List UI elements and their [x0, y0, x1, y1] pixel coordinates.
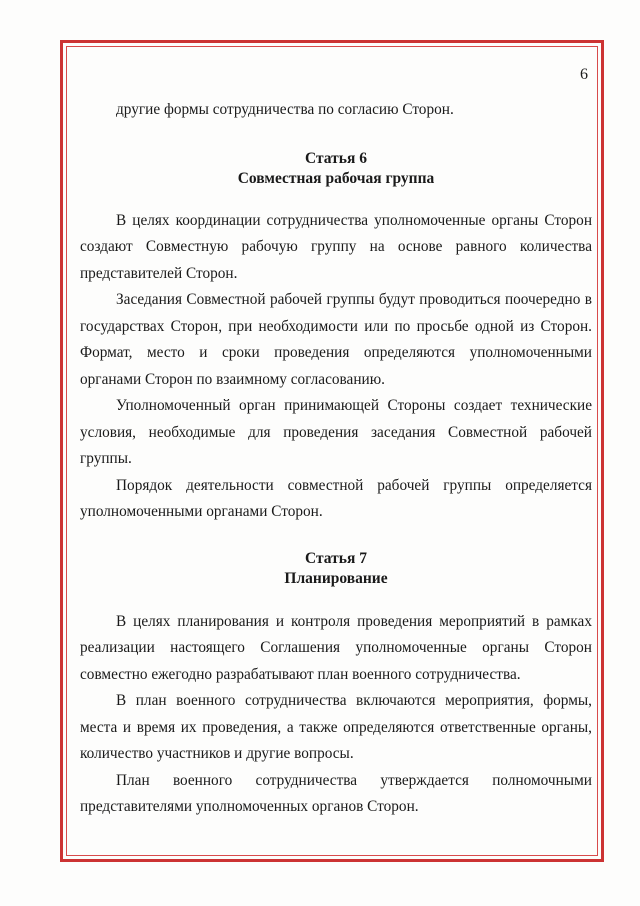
article-7-paragraph: В план военного сотрудничества включаются мероприятия, формы, места и время их проведения, а также определяются ответственные органы, количество участников и другие вопросы.: [80, 692, 592, 762]
word: План: [116, 771, 150, 789]
opening-line: другие формы сотрудничества по согласию Сторон.: [116, 101, 454, 118]
word: полномочными: [492, 771, 592, 789]
document-body: [80, 97, 592, 821]
article-7-last-paragraph-line: [80, 768, 592, 795]
article-6-paragraph: Уполномоченный орган принимающей Стороны создает технические условия, необходимые для проведения заседания Совместной рабочей группы.: [80, 397, 592, 467]
article-6-paragraph: Заседания Совместной рабочей группы будут проводиться поочередно в государствах Сторон, при необходимости или по просьбе одной из Сторон. Формат, место и сроки проведения определяются уполномоченными органами Сторон по взаимному согласованию.: [80, 291, 592, 388]
article-7-paragraph: В целях планирования и контроля проведения мероприятий в рамках реализации настоящего Соглашения уполномоченные органы Сторон совместно ежегодно разрабатывают план военного сотрудничества.: [80, 612, 592, 683]
article-7-heading: [80, 549, 592, 589]
article-7-title: Планирование: [284, 569, 388, 587]
article-6-paragraph: В целях координации сотрудничества уполномоченные органы Сторон создают Совместную рабочую группу на основе равного количества представителей Сторон.: [80, 211, 592, 282]
article-6-paragraph: Порядок деятельности совместной рабочей группы определяется уполномоченными органами Сторон.: [80, 476, 592, 520]
page-number: 6: [580, 66, 588, 83]
article-7-last-paragraph-tail: представителями уполномоченных органов Сторон.: [80, 798, 419, 815]
article-6-number: Статья 6: [305, 149, 367, 167]
word: военного: [172, 771, 233, 789]
word: утверждается: [380, 771, 469, 789]
article-6-title: Совместная рабочая группа: [237, 169, 435, 187]
article-6-heading: [80, 149, 592, 189]
word: сотрудничества: [255, 771, 358, 789]
article-7-number: Статья 7: [305, 549, 367, 567]
